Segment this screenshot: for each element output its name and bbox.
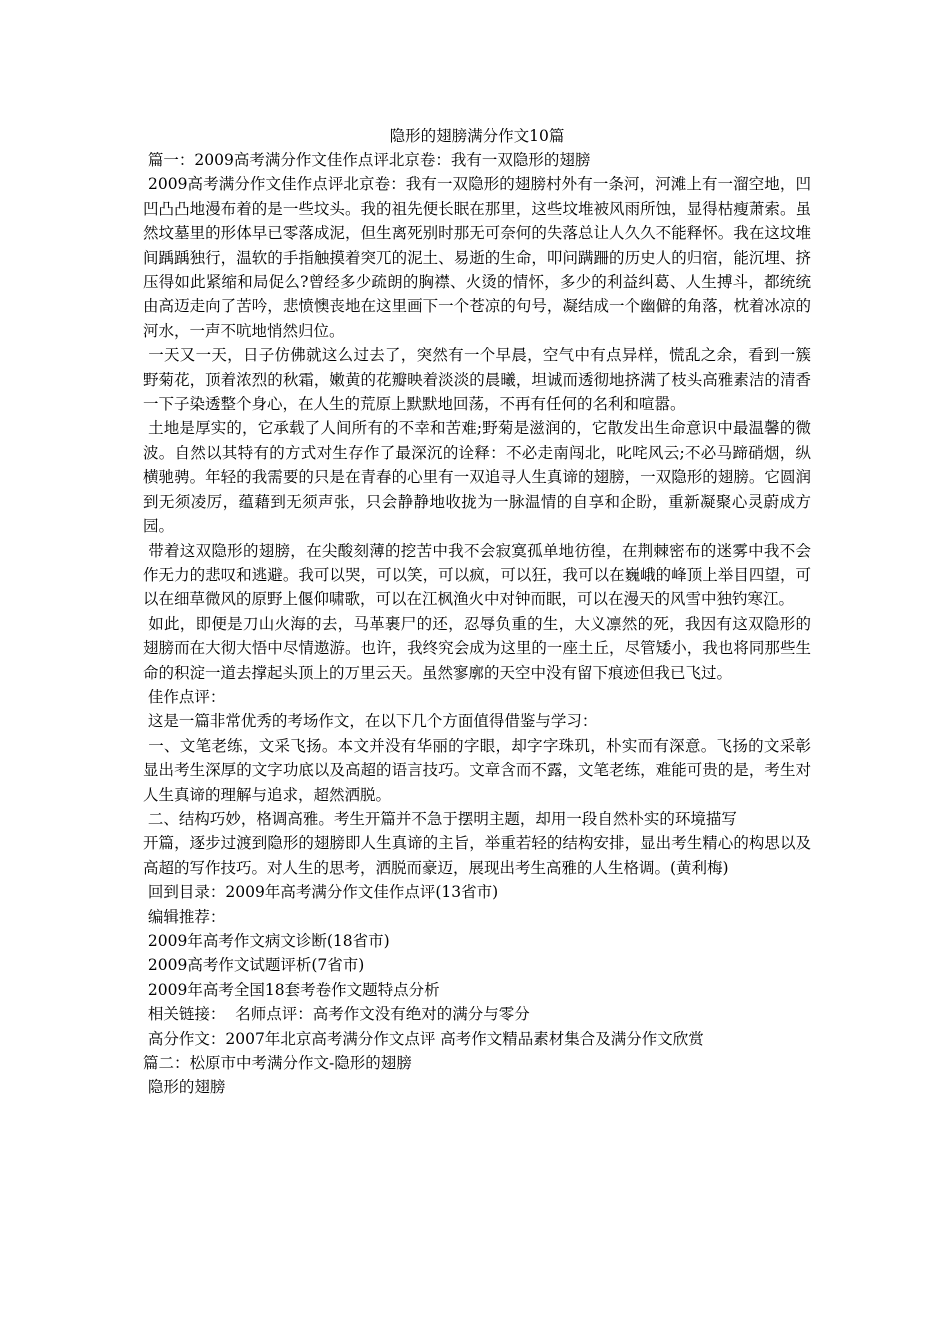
- review-point-1: 一、文笔老练，文采飞扬。本文并没有华丽的字眼，却字字珠玑，朴实而有深意。飞扬的文采彰显出考生深厚的文字功底以及高超的语言技巧。文章含而不露，文笔老练，难能可贵的是，考生对人生真谛的理解与追求，超然洒脱。: [143, 736, 811, 804]
- document-title: 隐形的翅膀满分作文10篇: [389, 127, 565, 145]
- paragraph: 一天又一天，日子仿佛就这么过去了，突然有一个早晨，空气中有点异样，慌乱之余，看到一簇野菊花，顶着浓烈的秋霜，嫩黄的花瓣映着淡淡的晨曦，坦诚而透彻地挤满了枝头高雅素洁的清香一下子染透整个身心，在人生的荒原上默默地回荡，不再有任何的名利和喧嚣。: [143, 346, 811, 414]
- document-body: [143, 124, 811, 1100]
- back-to-contents-link: 回到目录：2009年高考满分作文佳作点评(13省市): [143, 883, 499, 902]
- recommend-item: 2009高考作文试题评析(7省市): [143, 956, 365, 975]
- recommend-item: 2009年高考全国18套考卷作文题特点分析: [143, 980, 440, 999]
- section-heading-1: 篇一：2009高考满分作文佳作点评北京卷：我有一双隐形的翅膀: [143, 151, 591, 169]
- related-links: 相关链接： 名师点评：高考作文没有绝对的满分与零分: [143, 1005, 530, 1024]
- editor-recommend-label: 编辑推荐：: [143, 907, 226, 926]
- review-point-2-lead: 二、结构巧妙，格调高雅。考生开篇并不急于摆明主题，却用一段自然朴实的环境描写: [143, 809, 737, 828]
- high-score-essays: 高分作文：2007年北京高考满分作文点评 高考作文精品素材集合及满分作文欣赏: [143, 1029, 704, 1048]
- section-heading-2: 篇二：松原市中考满分作文-隐形的翅膀: [143, 1054, 412, 1073]
- essay-title: 隐形的翅膀: [143, 1078, 226, 1097]
- review-point-2-body: 开篇，逐步过渡到隐形的翅膀即人生真谛的主旨，举重若轻的结构安排，显出考生精心的构思以及高超的写作技巧。对人生的思考，洒脱而豪迈，展现出考生高雅的人生格调。(黄利梅): [143, 834, 811, 877]
- paragraph: 带着这双隐形的翅膀，在尖酸刻薄的挖苦中我不会寂寞孤单地彷徨，在荆棘密布的迷雾中我不会作无力的悲叹和逃避。我可以哭，可以笑，可以疯，可以狂，我可以在巍峨的峰顶上举目四望，可以在细草微风的原野上偃仰啸歌，可以在江枫渔火中对钟而眠，可以在漫天的风雪中独钓寒江。: [143, 541, 811, 609]
- recommend-item: 2009年高考作文病文诊断(18省市): [143, 932, 390, 950]
- review-intro: 这是一篇非常优秀的考场作文，在以下几个方面值得借鉴与学习：: [143, 712, 598, 731]
- paragraph: 土地是厚实的，它承载了人间所有的不幸和苦难;野菊是滋润的，它散发出生命意识中最温馨的微波。自然以其特有的方式对生存作了最深沉的诠释：不必走南闯北，叱咤风云;不必马蹄硝烟，纵横驰骋。年轻的我需要的只是在青春的心里有一双追寻人生真谛的翅膀，一双隐形的翅膀。它圆润到无须凌厉，蕴藉到无须声张，只会静静地收拢为一脉温情的自享和企盼，重新凝聚心灵蔚成方园。: [143, 419, 811, 536]
- review-heading: 佳作点评：: [143, 687, 226, 706]
- paragraph: 如此，即便是刀山火海的去，马革裹尸的还，忍辱负重的生，大义凛然的死，我因有这双隐形的翅膀而在大彻大悟中尽情遨游。也许，我终究会成为这里的一座土丘，尽管矮小，我也将同那些生命的积淀一道去撑起头顶上的万里云天。虽然寥廓的天空中没有留下痕迹但我已飞过。: [143, 614, 811, 682]
- paragraph: 2009高考满分作文佳作点评北京卷：我有一双隐形的翅膀村外有一条河，河滩上有一溜空地，凹凹凸凸地漫布着的是一些坟头。我的祖先便长眠在那里，这些坟堆被风雨所蚀，显得枯瘦萧索。虽然坟墓里的形体早已零落成泥，但生离死别时那无可奈何的失落总让人久久不能释怀。我在这坟堆间踽踽独行，温软的手指触摸着突兀的泥土、易逝的生命，叩问蹒跚的历史人的归宿，能沉埋、挤压得如此紧缩和局促么?曾经多少疏朗的胸襟、火烫的情怀，多少的利益纠葛、人生搏斗，都统统由高迈走向了苦吟，悲愤懊丧地在这里画下一个苍凉的句号，凝结成一个幽僻的角落，枕着冰凉的河水，一声不吭地悄然归位。: [143, 175, 811, 340]
